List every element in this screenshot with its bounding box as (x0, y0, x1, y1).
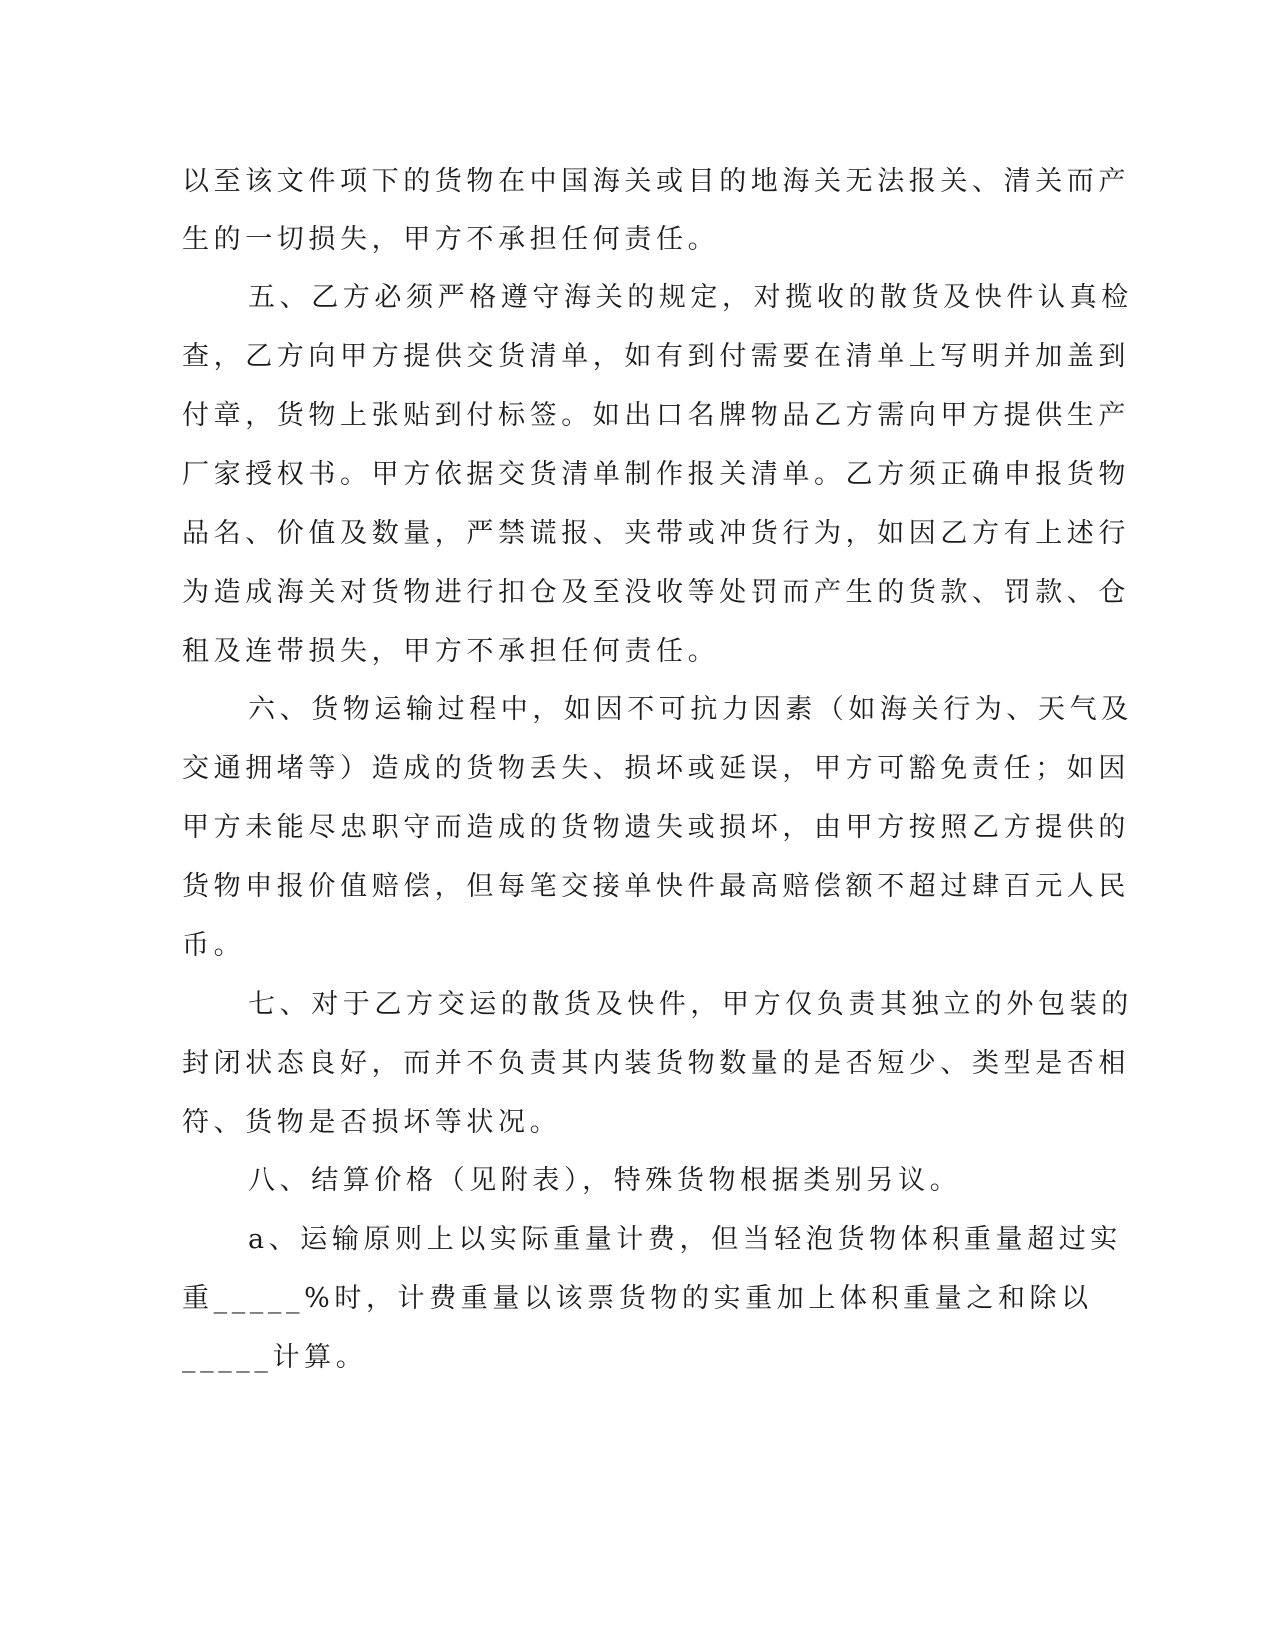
text-line: 交通拥堵等）造成的货物丢失、损坏或延误，甲方可豁免责任；如因 (182, 753, 1130, 784)
text-line: 甲方未能尽忠职守而造成的货物遗失或损坏，由甲方按照乙方提供的 (182, 812, 1130, 843)
text-line: _____计算。 (182, 1342, 368, 1373)
text-line: 币。 (182, 930, 246, 961)
text-line: 重_____%时，计费重量以该票货物的实重加上体积重量之和除以 (182, 1283, 1093, 1314)
text-line: 为造成海关对货物进行扣仓及至没收等处罚而产生的货款、罚款、仓 (182, 577, 1130, 608)
paragraph-5-start: 五、乙方必须严格遵守海关的规定，对揽收的散货及快件认真检 (248, 282, 1133, 313)
paragraph-7-start: 七、对于乙方交运的散货及快件，甲方仅负责其独立的外包装的 (248, 989, 1133, 1020)
paragraph-8: 八、结算价格（见附表），特殊货物根据类别另议。 (248, 1165, 962, 1196)
text-line: 厂家授权书。甲方依据交货清单制作报关清单。乙方须正确申报货物 (182, 459, 1130, 490)
text-line: 货物申报价值赔偿，但每笔交接单快件最高赔偿额不超过肆百元人民 (182, 871, 1130, 902)
clause-a-start: a、运输原则上以实际重量计费，但当轻泡货物体积重量超过实 (248, 1224, 1122, 1255)
text-line: 生的一切损失，甲方不承担任何责任。 (182, 224, 720, 255)
text-line: 以至该文件项下的货物在中国海关或目的地海关无法报关、清关而产 (182, 166, 1130, 197)
text-line: 付章，货物上张贴到付标签。如出口名牌物品乙方需向甲方提供生产 (182, 400, 1130, 431)
text-line: 租及连带损失，甲方不承担任何责任。 (182, 636, 720, 667)
text-line: 查，乙方向甲方提供交货清单，如有到付需要在清单上写明并加盖到 (182, 341, 1130, 372)
text-line: 品名、价值及数量，严禁谎报、夹带或冲货行为，如因乙方有上述行 (182, 518, 1130, 549)
text-line: 封闭状态良好，而并不负责其内装货物数量的是否短少、类型是否相 (182, 1048, 1130, 1079)
text-line: 符、货物是否损坏等状况。 (182, 1107, 562, 1138)
paragraph-6-start: 六、货物运输过程中，如因不可抗力因素（如海关行为、天气及 (248, 694, 1133, 725)
